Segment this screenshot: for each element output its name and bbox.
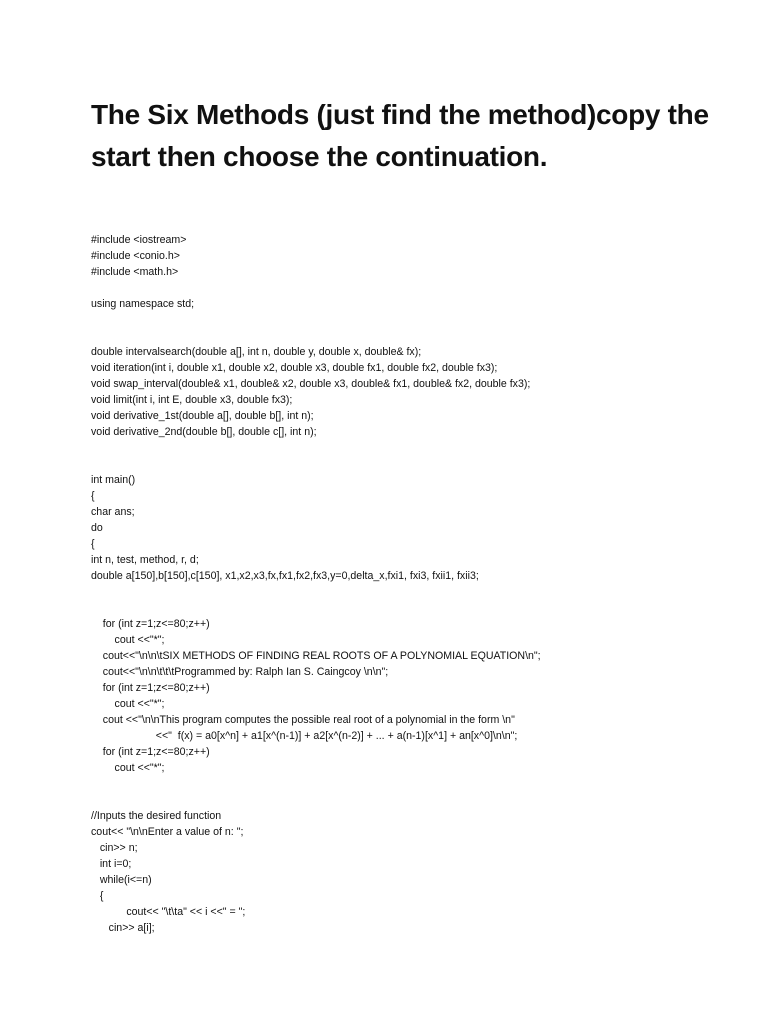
document-title: The Six Methods (just find the method)copy the start then choose the continuation. bbox=[91, 99, 709, 172]
code-line: #include <iostream> bbox=[91, 234, 187, 246]
code-line: for (int z=1;z<=80;z++) bbox=[91, 746, 210, 758]
code-line: int main() bbox=[91, 474, 136, 486]
code-line bbox=[91, 312, 751, 328]
code-line: cin>> a[i]; bbox=[91, 922, 155, 934]
code-line bbox=[91, 584, 751, 600]
code-line: cout <<"*"; bbox=[91, 698, 165, 710]
code-line: cout <<"*"; bbox=[91, 762, 165, 774]
code-line: char ans; bbox=[91, 506, 135, 518]
code-line: while(i<=n) bbox=[91, 874, 152, 886]
code-line: cout<< "\n\nEnter a value of n: "; bbox=[91, 826, 244, 838]
code-line: void limit(int i, int E, double x3, double fx3); bbox=[91, 394, 293, 406]
code-line bbox=[91, 328, 751, 344]
code-line: //Inputs the desired function bbox=[91, 810, 222, 822]
code-line bbox=[91, 280, 751, 296]
code-line: using namespace std; bbox=[91, 298, 195, 310]
code-line: { bbox=[91, 490, 95, 502]
code-line bbox=[91, 600, 751, 616]
code-line bbox=[91, 776, 751, 792]
code-line: double a[150],b[150],c[150], x1,x2,x3,fx,fx1,fx2,fx3,y=0,delta_x,fxi1, fxi3, fxii1, fxii3; bbox=[91, 570, 479, 582]
code-line: double intervalsearch(double a[], int n, double y, double x, double& fx); bbox=[91, 346, 422, 358]
code-line: void derivative_2nd(double b[], double c[], int n); bbox=[91, 426, 317, 438]
code-line: cout<< "\t\ta" << i <<" = "; bbox=[91, 906, 246, 918]
code-line: #include <math.h> bbox=[91, 266, 179, 278]
code-line: int i=0; bbox=[91, 858, 132, 870]
code-line: void derivative_1st(double a[], double b[], int n); bbox=[91, 410, 314, 422]
code-line: <<" f(x) = a0[x^n] + a1[x^(n-1)] + a2[x^(n-2)] + ... + a(n-1)[x^1] + an[x^0]\n\n"; bbox=[91, 730, 518, 742]
code-line: #include <conio.h> bbox=[91, 250, 180, 262]
code-listing bbox=[91, 232, 751, 936]
code-line: cout <<"*"; bbox=[91, 634, 165, 646]
code-line: cin>> n; bbox=[91, 842, 138, 854]
code-line: for (int z=1;z<=80;z++) bbox=[91, 618, 210, 630]
code-line: void swap_interval(double& x1, double& x2, double x3, double& fx1, double& fx2, double fx3); bbox=[91, 378, 531, 390]
code-line: do bbox=[91, 522, 103, 534]
code-line: void iteration(int i, double x1, double x2, double x3, double fx1, double fx2, double fx3); bbox=[91, 362, 498, 374]
code-line: int n, test, method, r, d; bbox=[91, 554, 199, 566]
code-line: cout<<"\n\n\tSIX METHODS OF FINDING REAL ROOTS OF A POLYNOMIAL EQUATION\n"; bbox=[91, 650, 541, 662]
code-line: cout <<"\n\nThis program computes the possible real root of a polynomial in the form \n" bbox=[91, 714, 515, 726]
code-line: for (int z=1;z<=80;z++) bbox=[91, 682, 210, 694]
code-line: cout<<"\n\n\t\t\tProgrammed by: Ralph Ian S. Caingcoy \n\n"; bbox=[91, 666, 389, 678]
code-line bbox=[91, 456, 751, 472]
code-line: { bbox=[91, 538, 95, 550]
code-line bbox=[91, 440, 751, 456]
code-line: { bbox=[91, 890, 104, 902]
code-line bbox=[91, 792, 751, 808]
